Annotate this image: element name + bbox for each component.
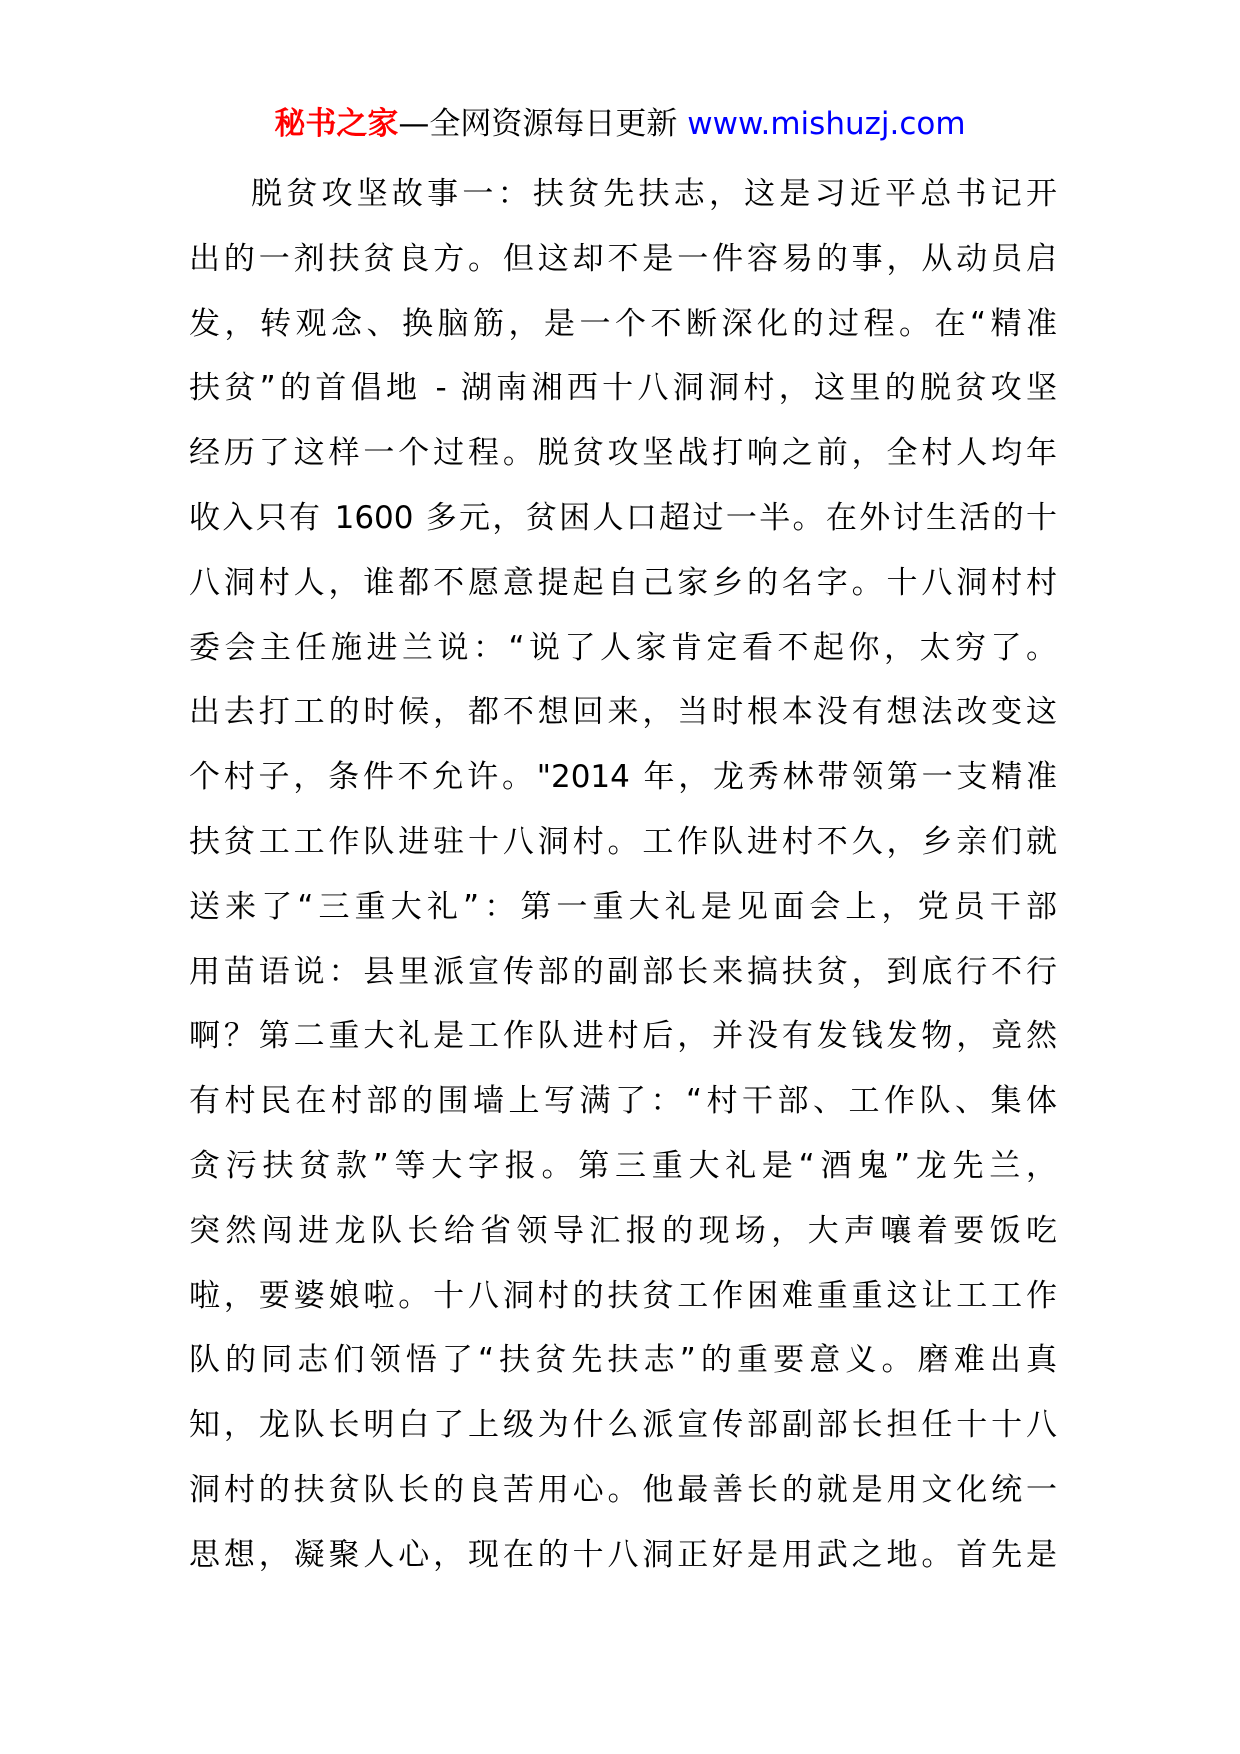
text-line: 扶贫”的首倡地 - 湖南湘西十八洞洞村，这里的脱贫攻坚 — [189, 370, 1057, 407]
text-line: 经历了这样一个过程。脱贫攻坚战打响之前，全村人均年 — [189, 435, 1057, 472]
site-tagline: —全网资源每日更新 — [398, 106, 678, 142]
text-line: 有村民在村部的围墙上写满了：“村干部、工作队、集体 — [189, 1083, 1057, 1120]
site-url-link[interactable]: www.mishuzj.com — [687, 106, 966, 142]
text-line: 个村子，条件不允许。"2014 年，龙秀林带领第一支精准 — [189, 759, 1057, 796]
text-line: 突然闯进龙队长给省领导汇报的现场，大声嚷着要饭吃 — [189, 1212, 1057, 1249]
text-line: 出去打工的时候，都不想回来，当时根本没有想法改变这 — [189, 694, 1057, 731]
site-name: 秘书之家 — [274, 106, 399, 142]
text-line: 扶贫工工作队进驻十八洞村。工作队进村不久，乡亲们就 — [189, 823, 1057, 860]
text-line: 八洞村人，谁都不愿意提起自己家乡的名字。十八洞村村 — [189, 564, 1057, 601]
text-line: 出的一剂扶贫良方。但这却不是一件容易的事，从动员启 — [189, 240, 1057, 277]
text-line: 发，转观念、换脑筋，是一个不断深化的过程。在“精准 — [189, 305, 1057, 342]
site-header — [0, 100, 1240, 148]
text-line: 收入只有 1600 多元，贫困人口超过一半。在外讨生活的十 — [189, 499, 1057, 536]
text-line: 脱贫攻坚故事一：扶贫先扶志，这是习近平总书记开 — [251, 176, 1057, 212]
text-line: 知，龙队长明白了上级为什么派宣传部副部长担任十十八 — [189, 1407, 1057, 1444]
text-line: 队的同志们领悟了“扶贫先扶志”的重要意义。磨难出真 — [189, 1342, 1057, 1379]
text-line: 洞村的扶贫队长的良苦用心。他最善长的就是用文化统一 — [189, 1471, 1057, 1508]
text-line: 啊？第二重大礼是工作队进村后，并没有发钱发物，竟然 — [189, 1018, 1057, 1055]
text-line: 啦，要婆娘啦。十八洞村的扶贫工作困难重重这让工工作 — [189, 1277, 1057, 1314]
text-line: 委会主任施进兰说：“说了人家肯定看不起你，太穷了。 — [189, 629, 1057, 666]
text-line: 思想，凝聚人心，现在的十八洞正好是用武之地。首先是 — [189, 1536, 1057, 1573]
text-line: 用苗语说：县里派宣传部的副部长来搞扶贫，到底行不行 — [189, 953, 1057, 990]
text-line: 贪污扶贫款”等大字报。第三重大礼是“酒鬼”龙先兰， — [189, 1147, 1057, 1184]
article-body — [189, 162, 1057, 1588]
text-line: 送来了“三重大礼”：第一重大礼是见面会上，党员干部 — [189, 888, 1057, 925]
